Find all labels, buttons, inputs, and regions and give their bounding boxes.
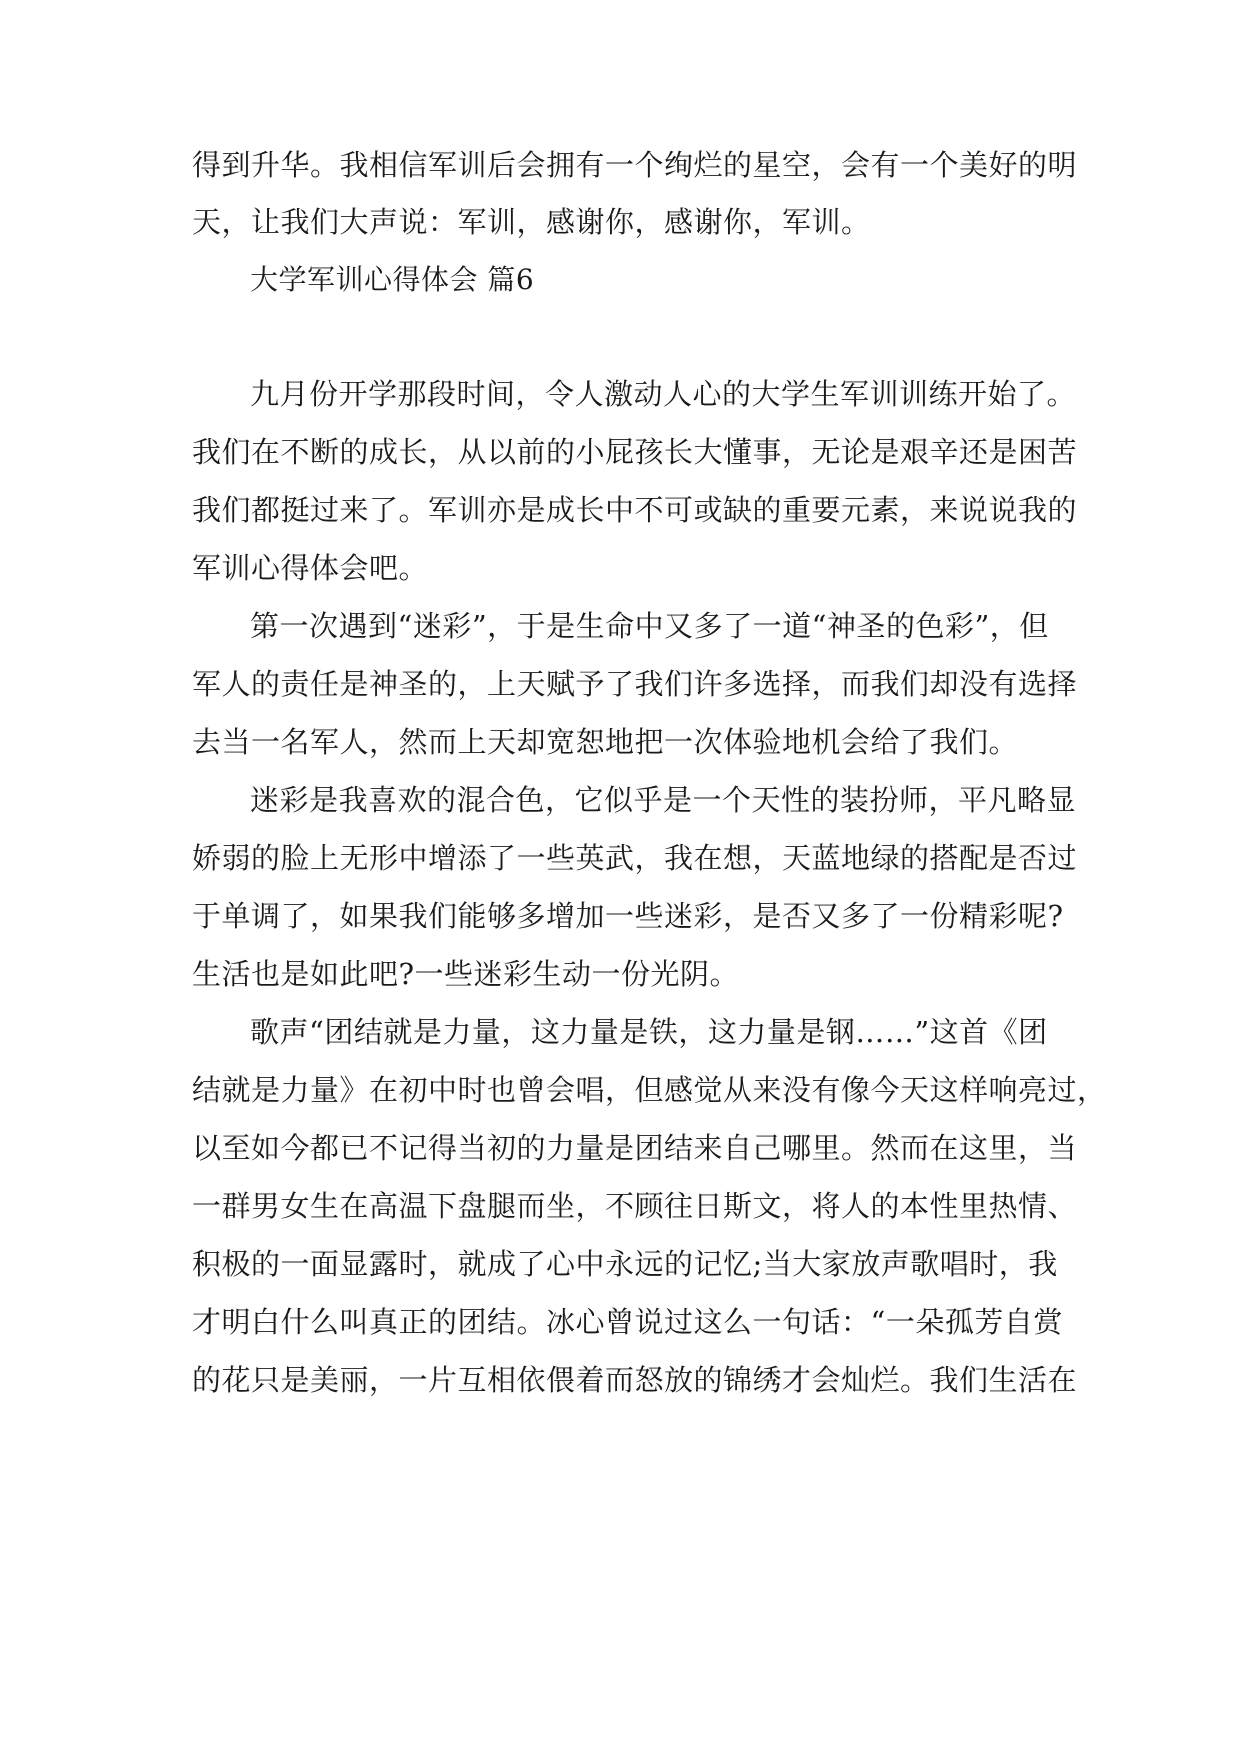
paragraph-first-line: 歌声“团结就是力量，这力量是铁，这力量是钢……”这首《团 (250, 1015, 1048, 1049)
text-line: 积极的一面显露时，就成了心中永远的记忆;当大家放声歌唱时，我 (192, 1247, 1058, 1281)
text-line: 一群男女生在高温下盘腿而坐，不顾往日斯文，将人的本性里热情、 (192, 1189, 1078, 1223)
text-line: 才明白什么叫真正的团结。冰心曾说过这么一句话：“一朵孤芳自赏 (192, 1305, 1063, 1339)
text-line: 天，让我们大声说：军训，感谢你，感谢你，军训。 (192, 205, 871, 239)
text-line: 得到升华。我相信军训后会拥有一个绚烂的星空，会有一个美好的明 (192, 148, 1078, 182)
text-line: 我们在不断的成长，从以前的小屁孩长大懂事，无论是艰辛还是困苦 (192, 435, 1078, 469)
text-line: 我们都挺过来了。军训亦是成长中不可或缺的重要元素，来说说我的 (192, 493, 1078, 527)
paragraph-first-line: 迷彩是我喜欢的混合色，它似乎是一个天性的装扮师，平凡略显 (250, 783, 1077, 817)
section-heading: 大学军训心得体会 篇6 (250, 263, 535, 296)
paragraph-first-line: 九月份开学那段时间，令人激动人心的大学生军训训练开始了。 (250, 377, 1077, 411)
text-line: 以至如今都已不记得当初的力量是团结来自己哪里。然而在这里，当 (192, 1131, 1078, 1165)
text-line: 军训心得体会吧。 (192, 551, 429, 585)
text-line: 的花只是美丽，一片互相依偎着而怒放的锦绣才会灿烂。我们生活在 (192, 1363, 1078, 1397)
text-line: 军人的责任是神圣的，上天赋予了我们许多选择，而我们却没有选择 (192, 667, 1078, 701)
text-line: 于单调了，如果我们能够多增加一些迷彩，是否又多了一份精彩呢? (192, 899, 1064, 933)
text-line: 娇弱的脸上无形中增添了一些英武，我在想，天蓝地绿的搭配是否过 (192, 841, 1078, 875)
text-line: 结就是力量》在初中时也曾会唱，但感觉从来没有像今天这样响亮过， (192, 1073, 1107, 1107)
paragraph-first-line: 第一次遇到“迷彩”，于是生命中又多了一道“神圣的色彩”，但 (250, 609, 1049, 643)
text-line: 生活也是如此吧?一些迷彩生动一份光阴。 (192, 957, 740, 991)
text-line: 去当一名军人，然而上天却宽恕地把一次体验地机会给了我们。 (192, 725, 1019, 759)
